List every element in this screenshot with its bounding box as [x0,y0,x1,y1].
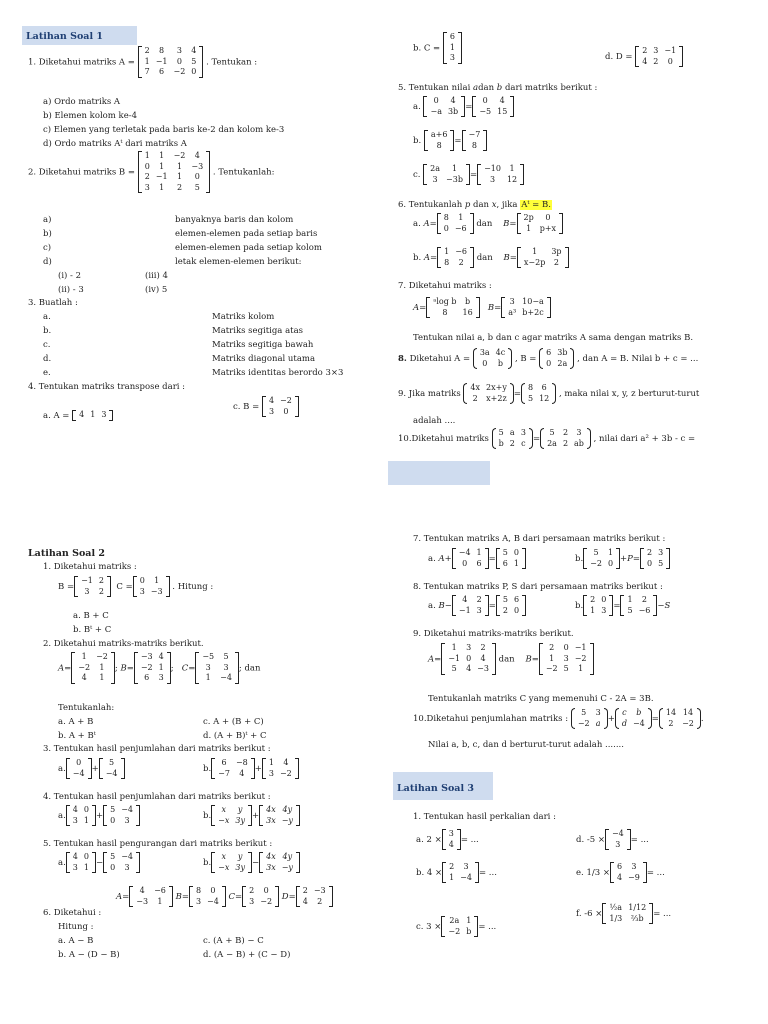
section-header-ls2: Latihan Soal 2 [28,548,105,559]
q8-line: 8. Diketahui A = 3a 4c 0 b , B = 6 3b 0 2a , dan A = B. Nilai b + c = ... [398,348,699,368]
q2-letter: c) [43,243,52,253]
q5-a: a. 0 4 −a 3b = 0 4 −5 15 [413,96,514,117]
highlight: Aᵗ = B. [521,200,551,210]
s2-q10: 10.Diketahui penjumlahan matriks : 5 3 −2 a + c b d −4 = 14 14 2 −2 . [413,708,704,728]
s2-q9-text: Tentukanlah matriks C yang memenuhi C - 2A = 3B. [428,694,654,704]
q4-b: b. C = 6 1 3 [413,32,462,64]
s2-q6-title: 6. Diketahui : [43,908,102,918]
s2-q6-item: a. A − B [58,936,94,946]
q7-text: Tentukan nilai a, b dan c agar matriks A sama dengan matriks B. [413,333,694,343]
s3-title: 1. Tentukan hasil perkalian dari : [413,812,556,822]
s2-q3-title: 3. Tentukan hasil penjumlahan dari matriks berikut : [43,744,271,754]
q2-sub: (iv) 5 [145,285,168,295]
q1-item: a) Ordo matriks A [43,97,121,107]
q2-sub: (iii) 4 [145,271,168,281]
q3-letter: b. [43,326,52,336]
s2-q1-title: 1. Diketahui matriks : [43,562,137,572]
matrix-b: 1 1 −2 4 0 1 1 −3 2 −1 1 0 3 1 2 5 [138,151,210,193]
s2-q4-title: 4. Tentukan hasil penjumlahan dari matriks berikut : [43,792,271,802]
section-header-ls3: Latihan Soal 3 [393,772,493,800]
s3-a: a. 2 × 3 4 = ... [416,829,479,849]
s2-q10-line2: Nilai a, b, c, dan d berturut-turut adalah ....... [428,740,624,750]
q4-a: a. A = 4 1 3 [43,410,113,421]
q5-c: c. 2a 1 3 −3b = −10 1 3 12 [413,164,524,185]
q4-c: c. B = 4 −2 3 0 [233,396,299,417]
s2-q2-item: c. A + (B + C) [203,717,264,727]
q3-letter: d. [43,354,52,364]
s2-q6-item: d. (A − B) + (C − D) [203,950,291,960]
s2-q7-a: a. A+ −4 1 0 6 = 5 0 6 1 [428,548,526,569]
q7-title: 7. Diketahui matriks : [398,281,492,291]
s3-c: c. 3 × 2a 1 −2 b = ... [416,916,497,936]
q2-letter: a) [43,215,52,225]
s2-q6-sub: Hitung : [58,922,94,932]
matrix: 6 1 3 [443,32,462,64]
s2-q2-sub: Tentukanlah: [58,703,115,713]
s2-q3-a: a. 0 −4 + 5 −4 [58,758,125,779]
q3-text: Matriks segitiga atas [212,326,303,336]
q2-letter: d) [43,257,52,267]
matrix-a: 2 8 3 4 1 −1 0 5 7 6 −2 0 [138,46,204,78]
s2-q7-b: b. 5 1 −2 0 +P= 2 3 0 5 [575,548,670,569]
s2-q5-title: 5. Tentukan hasil pengurangan dari matriks berikut : [43,839,273,849]
q4-title: 4. Tentukan matriks transpose dari : [28,382,186,392]
q7-matrices: A= ᵃlog b b 8 16 B= 3 10−a a³ b+2c [413,297,551,318]
s2-q7-title: 7. Tentukan matriks A, B dari persamaan matriks berikut : [413,534,666,544]
q2-line: 2. Diketahui matriks B = 1 1 −2 4 0 1 1 −3 2 −1 1 0 3 1 2 5 . Tentukanlah: [28,151,275,192]
s2-q1-item: b. Bᵗ + C [73,625,112,635]
q5-b: b. a+6 8 = −7 8 [413,130,487,151]
q2-text: elemen-elemen pada setiap baris [175,229,318,239]
q2-sub: (ii) - 3 [58,285,84,295]
q6-a: a. A= 8 1 0 −6 dan B= 2p 0 1 p+x [413,213,563,234]
q3-text: Matriks diagonal utama [212,354,316,364]
s2-q6-matrices: A= 4 −6 −3 1 B= 8 0 3 −4 C= 2 0 3 −2 D= 2 −3 4 2 [116,886,333,907]
q5-title: 5. Tentukan nilai adan b dari matriks berikut : [398,83,598,93]
q3-letter: c. [43,340,51,350]
matrix: 4 −2 3 0 [262,396,299,417]
s2-q8-title: 8. Tentukan matriks P, S dari persamaan matriks berikut : [413,582,663,592]
q2-text: banyaknya baris dan kolom [175,215,294,225]
s2-q8-a: a. B− 4 2 −1 3 = 5 6 2 0 [428,595,526,616]
s2-q9-title: 9. Diketahui matriks-matriks berikut. [413,629,574,639]
s3-e: e. 1/3 × 6 3 4 −9 = ... [576,862,665,882]
s2-q1: B = −1 2 3 2 C = 0 1 3 −3 . Hitung : [58,576,214,596]
s3-d: d. -5 × −4 3 = ... [576,829,649,849]
blank-box [388,461,490,485]
q1-item: b) Elemen kolom ke-4 [43,111,138,121]
s2-q8-b: b. 2 0 1 3 = 1 2 5 −6 −S [575,595,671,615]
q3-title: 3. Buatlah : [28,298,78,308]
q1-item: d) Ordo matriks Aᵗ dari matriks A [43,139,187,149]
q3-text: Matriks identitas berordo 3×3 [212,368,344,378]
q3-text: Matriks segitiga bawah [212,340,314,350]
section-header-ls1 [22,26,137,45]
s2-q3-b: b. 6 −8 −7 4 + 1 4 3 −2 [203,758,299,779]
s2-q4-a: a. 4 0 3 1 + 5 −4 0 3 [58,805,140,826]
q10-line: 10.Diketahui matriks 5 a 3 b 2 c = 5 2 3 2a 2 ab , nilai dari a² + 3b - c = [398,428,696,448]
q2-letter: b) [43,229,52,239]
q9-line: 9. Jika matriks 4x 2x+y 2 x+2z = 8 6 5 12 , maka nilai x, y, z berturut-turut [398,383,700,403]
s2-q2: A= 1 −2 −2 1 4 1 ; B= −3 4 −2 1 6 3 ; C= −5 5 3 3 1 −4 ; dan [58,652,261,682]
s2-q2-item: d. (A + B)ᵗ + C [203,731,267,741]
q4-d: d. D = 2 3 −1 4 2 0 [605,46,683,67]
matrix: 4 1 3 [72,410,113,421]
s2-q6-item: b. A − (D − B) [58,950,120,960]
q9-line2: adalah .... [413,416,456,426]
s2-q2-item: b. A + Bᵗ [58,731,96,741]
q2-text: elemen-elemen pada setiap kolom [175,243,322,253]
q1-item: c) Elemen yang terletak pada baris ke-2 dan kolom ke-3 [43,125,285,135]
q2-sub: (i) - 2 [58,271,82,281]
s2-q1-item: a. B + C [73,611,109,621]
s2-q5-b: b. x y −x 3y − 4x 4y 3x −y [203,852,300,873]
s2-q5-a: a. 4 0 3 1 − 5 −4 0 3 [58,852,140,873]
s3-b: b. 4 × 2 3 1 −4 = ... [416,862,497,882]
q6-title: 6. Tentukanlah p dan x, jika Aᵗ = B. [398,200,551,210]
q3-letter: a. [43,312,51,322]
q3-text: Matriks kolom [212,312,275,322]
q1-line: 1. Diketahui matriks A = 2 8 3 4 1 −1 0 5 7 6 −2 0 . Tentukan : [28,46,258,76]
s2-q9-matrices: A= 1 3 2 −1 0 4 5 4 −3 dan B= 2 0 −1 1 3 −2 −2 5 1 [428,643,594,675]
q2-text: letak elemen-elemen berikut: [175,257,302,267]
s2-q2-item: a. A + B [58,717,94,727]
matrix: 2 3 −1 4 2 0 [635,46,683,67]
header-text: Latihan Soal 1 [26,31,103,42]
s2-q2-title: 2. Diketahui matriks-matriks berikut. [43,639,204,649]
q6-b: b. A= 1 −6 8 2 dan B= 1 3p x−2p 2 [413,247,569,268]
s2-q4-b: b. x y −x 3y + 4x 4y 3x −y [203,805,300,826]
q3-letter: e. [43,368,51,378]
s2-q6-item: c. (A + B) − C [203,936,264,946]
s3-f: f. -6 × ½a 1/12 1/3 ⅔b = ... [576,903,672,923]
